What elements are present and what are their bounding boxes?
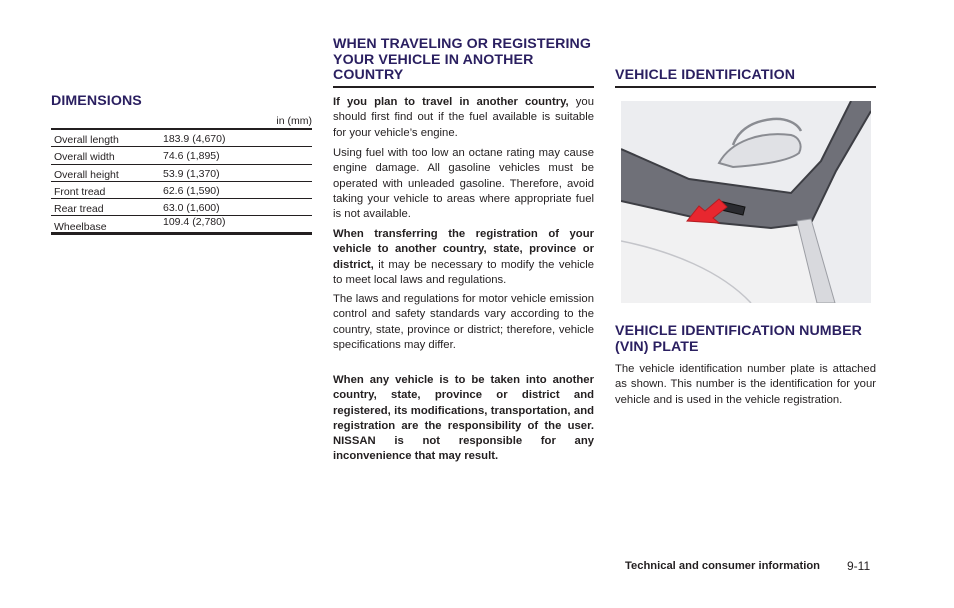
heading-rule	[333, 86, 594, 88]
travel-paragraph-1	[333, 95, 594, 141]
dimensions-table	[51, 128, 312, 235]
table-row	[51, 199, 312, 216]
table-row	[51, 147, 312, 164]
dimensions-unit: in (mm)	[276, 115, 312, 127]
row-value: 62.6 (1,590)	[163, 184, 220, 197]
table-row	[51, 216, 312, 235]
row-label: Wheelbase	[54, 221, 107, 234]
travel-paragraph-3	[333, 227, 594, 288]
vehicle-identification-heading: VEHICLE IDENTIFICATION	[615, 67, 796, 83]
travel-paragraph-1-bold: If you plan to travel in another country,	[333, 96, 569, 108]
row-value: 109.4 (2,780)	[163, 216, 226, 229]
table-row	[51, 130, 312, 147]
row-label: Rear tread	[54, 203, 104, 216]
row-value: 183.9 (4,670)	[163, 133, 226, 145]
row-label: Overall width	[54, 151, 115, 164]
page-number: 9-11	[847, 559, 871, 573]
row-label: Overall length	[54, 134, 119, 146]
travel-paragraph-3-rest: it may be necessary to modify the vehicle to meet local laws and regulations.	[333, 258, 594, 286]
windshield-drawing	[621, 101, 871, 303]
row-label: Overall height	[54, 168, 119, 181]
vin-plate-illustration	[621, 101, 871, 303]
dimensions-heading: DIMENSIONS	[51, 93, 142, 109]
travel-paragraph-5: When any vehicle is to be taken into another country, state, province or district and registered, its modifications, transportation, and registration are the responsibility of the user. NISSAN is not responsible for any inconvenience that may result.	[333, 374, 594, 463]
row-value: 63.0 (1,600)	[163, 202, 220, 215]
vin-plate-heading: VEHICLE IDENTIFICATION NUMBER (VIN) PLATE	[615, 323, 862, 355]
row-value: 53.9 (1,370)	[163, 167, 220, 180]
travel-heading: WHEN TRAVELING OR REGISTERING YOUR VEHICLE IN ANOTHER COUNTRY	[333, 36, 592, 83]
row-value: 74.6 (1,895)	[163, 150, 220, 163]
table-row	[51, 182, 312, 199]
footer-section-label: Technical and consumer information	[625, 560, 820, 572]
row-label: Front tread	[54, 185, 106, 198]
travel-paragraph-1-rest: you should first find out if the fuel available is suitable for your vehicle’s engine.	[333, 96, 594, 139]
travel-paragraph-3-bold: When transferring the registration of your vehicle to another country, state, province or district,	[333, 228, 594, 271]
travel-paragraph-4: The laws and regulations for motor vehicle emission control and safety standards vary according to the country, state, province or district; therefore, vehicle specifications may differ.	[333, 293, 594, 351]
heading-rule	[615, 86, 876, 88]
vin-plate-text: The vehicle identification number plate is attached as shown. This number is the identification for your vehicle and is used in the vehicle registration.	[615, 363, 876, 406]
travel-paragraph-2: Using fuel with too low an octane rating may cause engine damage. All gasoline vehicles must be operated with unleaded gasoline. Therefore, avoid taking your vehicle to areas where appropriate fuel is not available.	[333, 147, 594, 221]
table-row	[51, 165, 312, 182]
